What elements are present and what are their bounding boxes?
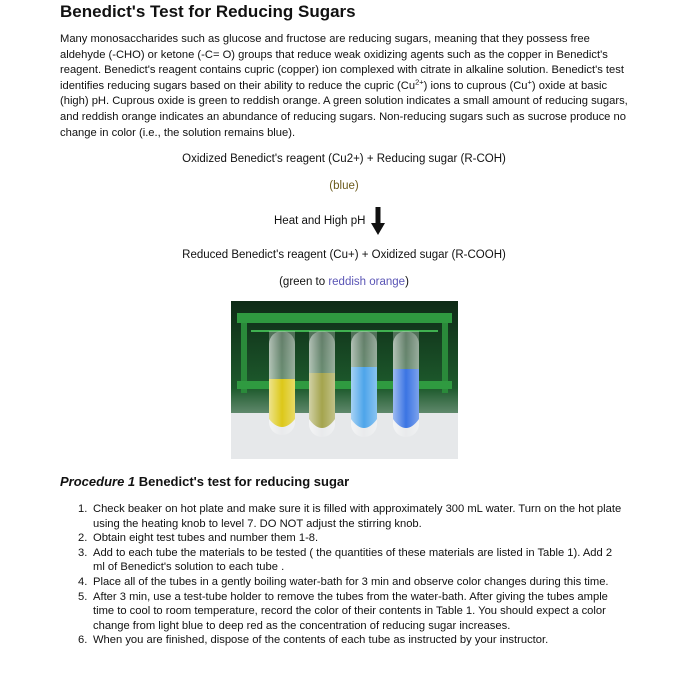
tube-deep-blue bbox=[393, 331, 419, 437]
page-title: Benedict's Test for Reducing Sugars bbox=[60, 2, 356, 21]
tube-yellow bbox=[269, 331, 295, 435]
list-item bbox=[78, 575, 623, 590]
note-close: ) bbox=[405, 276, 409, 288]
intro-text-3: ) oxide at basic (high) pH. Cuprous oxide is green to reddish orange. A green solution indicates a small amount of reducing sugars, and reddish orange indicates an abundance of reducing sugars. Non-reducing sugars such as sucrose produce no change in color (i.e., the solution remains blue). bbox=[60, 79, 628, 139]
list-item bbox=[78, 633, 623, 648]
rack-top bbox=[237, 313, 452, 323]
step-number: 1. bbox=[78, 503, 88, 515]
reactant-color-note: (blue) bbox=[329, 180, 359, 192]
reaction-products: Reduced Benedict's reagent (Cu+) + Oxidized sugar (R-COOH) bbox=[182, 249, 506, 261]
step-number: 2. bbox=[78, 532, 88, 545]
procedure-heading bbox=[60, 474, 349, 489]
procedure-steps bbox=[78, 502, 623, 648]
intro-text-1: Many monosaccharides such as glucose and fructose are reducing sugars, meaning that they possess free aldehyde (-CHO) or ketone (-C= O) groups that reduce weak oxidizing agents such as the copper in Benedict's reagent. Benedict's reagent contains cupric (copper) ion complexed with citrate in alkaline solution. Benedict's test identifies reducing sugars based on their ability to reduce the cupric (Cu bbox=[60, 33, 624, 92]
step-text: Check beaker on hot plate and make sure it is filled with approximately 300 mL water. Turn on the hot plate using the heating knob to level 7. DO NOT adjust the stirring knob. bbox=[93, 503, 622, 530]
step-number: 3. bbox=[78, 546, 88, 559]
list-item bbox=[78, 590, 623, 634]
tube-light-blue bbox=[351, 331, 377, 437]
test-tubes-photo bbox=[231, 301, 458, 459]
intro-sup-2: + bbox=[527, 77, 532, 87]
list-item bbox=[78, 531, 623, 546]
reaction-reactants: Oxidized Benedict's reagent (Cu2+) + Reducing sugar (R-COH) bbox=[182, 153, 506, 165]
intro-sup-1: 2+ bbox=[415, 77, 424, 87]
step-text: Obtain eight test tubes and number them 1-8. bbox=[93, 532, 319, 545]
step-number: 4. bbox=[78, 575, 88, 588]
note-open: (green to bbox=[279, 276, 329, 288]
step-number: 6. bbox=[78, 634, 88, 647]
heat-label: Heat and High pH bbox=[274, 215, 366, 227]
reaction-condition bbox=[274, 207, 385, 235]
procedure-title: Benedict's test for reducing sugar bbox=[135, 474, 350, 489]
note-reddish: reddish orange bbox=[328, 276, 406, 288]
step-text: After 3 min, use a test-tube holder to remove the tubes from the water-bath. After giving the tubes ample time to cool to room temperature, record the color of their contents in Table 1. You should expect a color change from light blue to deep red as the concentration of reducing sugar increases. bbox=[93, 590, 608, 632]
step-text: Add to each tube the materials to be tested ( the quantities of these materials are listed in Table 1). Add 2 ml of Benedict's solution to each tube . bbox=[93, 546, 613, 574]
procedure-label: Procedure 1 bbox=[60, 474, 136, 489]
product-color-note bbox=[0, 276, 688, 288]
list-item bbox=[78, 546, 623, 575]
intro-text-2: ) ions to cuprous (Cu bbox=[423, 79, 528, 92]
list-item bbox=[78, 502, 623, 531]
tube-green bbox=[309, 331, 335, 437]
down-arrow-icon bbox=[371, 207, 385, 235]
step-text: Place all of the tubes in a gently boiling water-bath for 3 min and observe color changes during this time. bbox=[93, 575, 609, 588]
intro-paragraph bbox=[60, 32, 635, 141]
step-text: When you are finished, dispose of the contents of each tube as instructed by your instructor. bbox=[93, 634, 549, 647]
step-number: 5. bbox=[78, 590, 88, 603]
